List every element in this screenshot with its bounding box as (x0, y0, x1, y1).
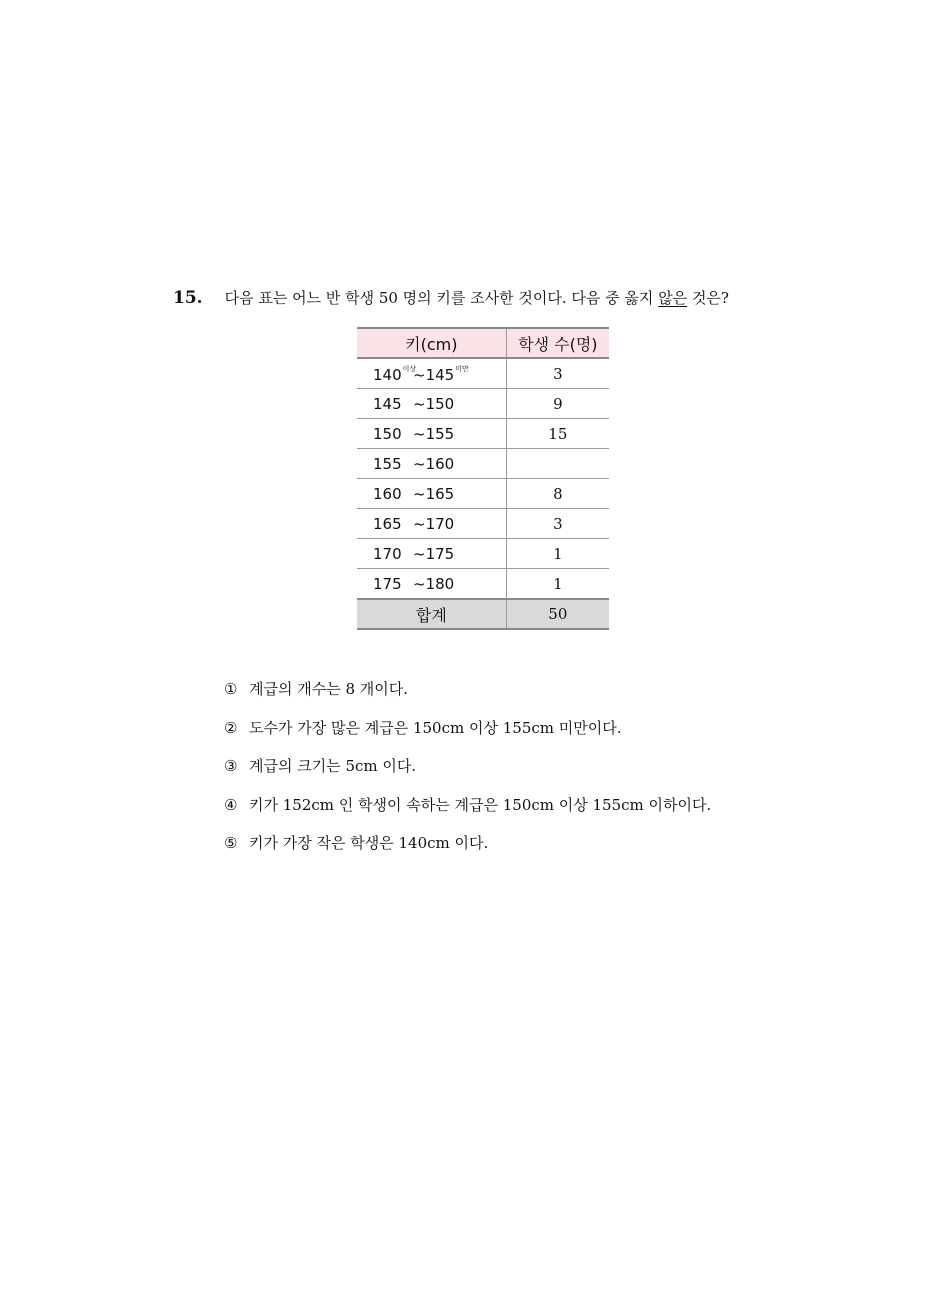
choice-5[interactable] (224, 830, 864, 869)
interval-upper: ~150 (413, 394, 455, 413)
student-count: 1 (506, 539, 609, 569)
table-row (357, 539, 609, 569)
interval-upper: ~160 (413, 454, 455, 473)
table-row (357, 419, 609, 449)
lower-bound-label: 이상 (402, 364, 417, 373)
table-row (357, 389, 609, 419)
interval-lower: 145 (373, 394, 402, 413)
table-row (357, 509, 609, 539)
choice-mark: ④ (224, 795, 238, 814)
header-student-count: 학생 수(명) (506, 328, 609, 358)
table-total-row (357, 599, 609, 629)
frequency-table (357, 327, 609, 630)
choice-1[interactable] (224, 676, 864, 715)
choice-4[interactable] (224, 792, 864, 831)
student-count-blank (506, 449, 609, 479)
class-interval (357, 569, 506, 600)
interval-upper: ~165 (413, 484, 455, 503)
question-stem (173, 286, 893, 310)
choice-mark: ① (224, 680, 238, 698)
choice-text: 키가 152cm 인 학생이 속하는 계급은 150cm 이상 155cm 이하이다. (249, 795, 712, 814)
choice-text: 계급의 개수는 8 개이다. (249, 680, 409, 698)
question-text-underlined: 않은 (658, 289, 688, 307)
table-row (357, 449, 609, 479)
choice-text: 계급의 크기는 5cm 이다. (249, 757, 417, 775)
total-label: 합계 (357, 599, 506, 629)
interval-lower: 140 (373, 365, 402, 384)
interval-lower: 160 (373, 484, 402, 503)
table-row (357, 358, 609, 389)
question-number: 15. (173, 288, 203, 308)
choice-mark: ⑤ (224, 834, 238, 852)
choice-mark: ② (224, 718, 238, 737)
choice-2[interactable] (224, 715, 864, 754)
choice-text: 도수가 가장 많은 계급은 150cm 이상 155cm 미만이다. (249, 718, 622, 737)
student-count: 8 (506, 479, 609, 509)
interval-lower: 155 (373, 454, 402, 473)
interval-upper: ~175 (413, 544, 455, 563)
table-header-row (357, 328, 609, 358)
interval-lower: 170 (373, 544, 402, 563)
student-count: 9 (506, 389, 609, 419)
table-row (357, 479, 609, 509)
interval-lower: 165 (373, 514, 402, 533)
class-interval (357, 539, 506, 569)
interval-lower: 175 (373, 574, 402, 593)
interval-upper: ~180 (413, 574, 455, 593)
class-interval (357, 509, 506, 539)
student-count: 15 (506, 419, 609, 449)
answer-choices (224, 676, 864, 869)
total-count: 50 (506, 599, 609, 629)
choice-mark: ③ (224, 757, 238, 775)
student-count: 3 (506, 358, 609, 389)
student-count: 3 (506, 509, 609, 539)
class-interval (357, 449, 506, 479)
question-text: 다음 표는 어느 반 학생 50 명의 키를 조사한 것이다. 다음 중 옳지 (224, 289, 659, 307)
class-interval (357, 419, 506, 449)
class-interval (357, 479, 506, 509)
header-height: 키(cm) (357, 328, 506, 358)
class-interval (357, 389, 506, 419)
choice-text: 키가 가장 작은 학생은 140cm 이다. (249, 834, 489, 852)
choice-3[interactable] (224, 753, 864, 792)
interval-upper: ~155 (413, 424, 455, 443)
interval-lower: 150 (373, 424, 402, 443)
interval-upper: ~170 (413, 514, 455, 533)
student-count: 1 (506, 569, 609, 600)
class-interval (357, 358, 506, 389)
question-text-end: 것은? (687, 289, 729, 307)
table-row (357, 569, 609, 600)
upper-bound-label: 미만 (455, 364, 469, 373)
interval-upper: ~145 (413, 365, 455, 384)
